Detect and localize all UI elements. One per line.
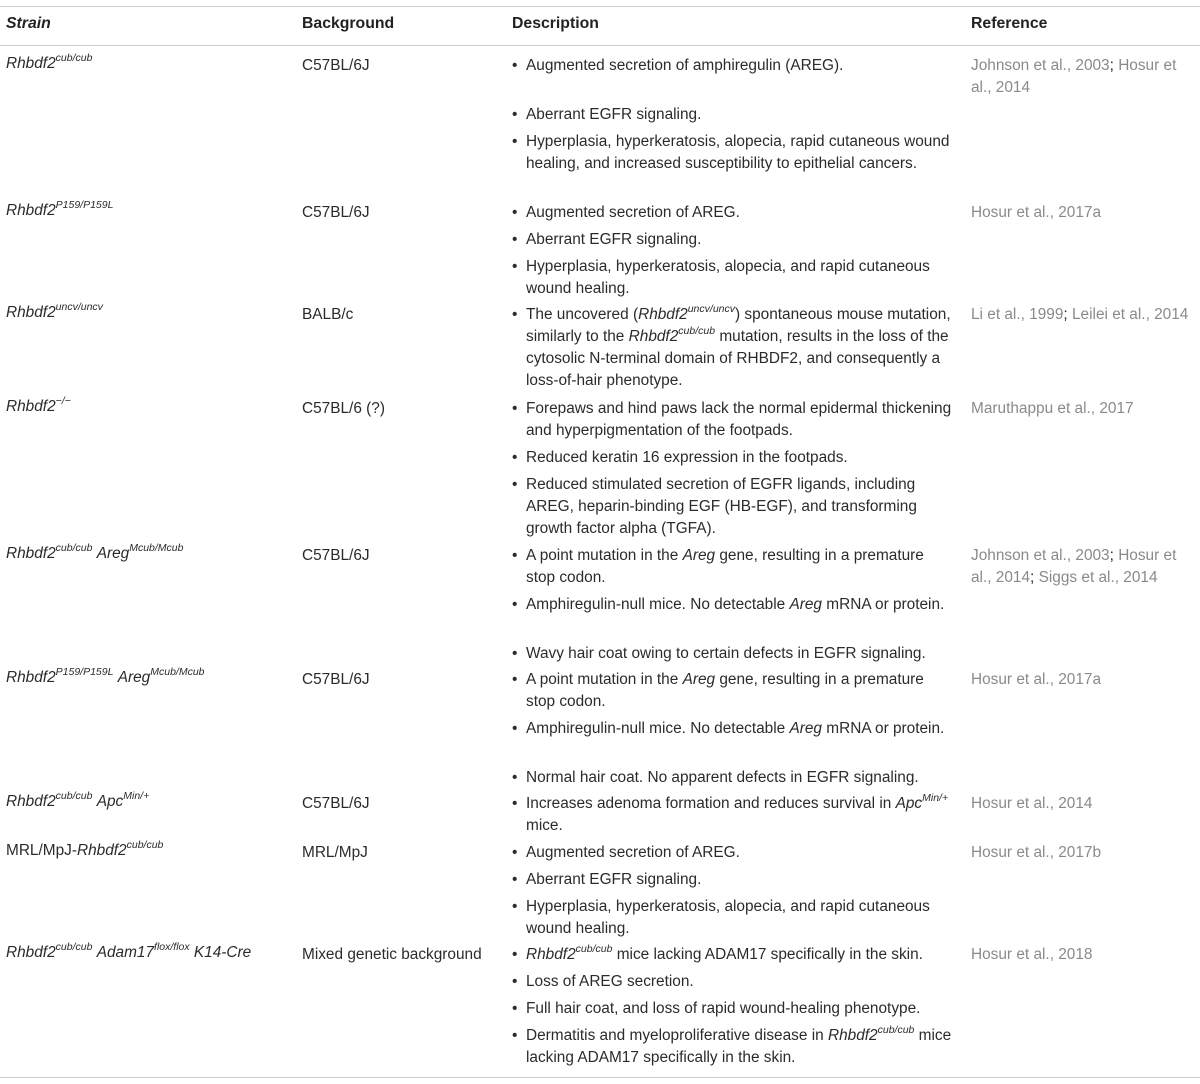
background-cell: C57BL/6J [302, 57, 370, 74]
description-bullet: • Loss of AREG secretion. [512, 973, 694, 990]
header-reference: Reference [971, 15, 1048, 32]
reference-link[interactable]: Maruthappu et al., 2017 [971, 400, 1134, 417]
description-bullet: • $Rhbdf2^{cub/cub}$ mice lacking ADAM17 specifically in the skin. [512, 942, 923, 963]
background-cell: BALB/c [302, 306, 354, 323]
background-cell: Mixed genetic background [302, 946, 482, 963]
strain-cell: $Rhbdf2^{P159/P159L}$ [6, 198, 114, 219]
strain-cell: $Rhbdf2^{cub/cub}$ Areg$^{Mcub/Mcub}$ [6, 541, 184, 562]
reference-cell: Johnson et al., 2003; Hosur et al., 2014; Siggs et al., 2014 [971, 547, 1177, 586]
description-bullet: • Reduced keratin 16 expression in the footpads. [512, 449, 848, 466]
reference-link[interactable]: Hosur et al., 2018 [971, 946, 1093, 963]
description-bullet: • Forepaws and hind paws lack the normal epidermal thickening and hyperpigmentation of the footpads. [512, 400, 952, 439]
description-bullet: • Amphiregulin-null mice. No detectable Areg mRNA or protein. [512, 596, 945, 613]
description-bullet: • Reduced stimulated secretion of EGFR ligands, including AREG, heparin-binding EGF (HB-EGF), and transforming growth factor alpha (TGFA). [512, 476, 917, 537]
description-bullet: • Augmented secretion of AREG. [512, 844, 740, 861]
reference-link[interactable]: Johnson et al., 2003 [971, 547, 1110, 564]
description-bullet: • Aberrant EGFR signaling. [512, 231, 702, 248]
strain-cell: $Rhbdf2^{P159/P159L}$ Areg$^{Mcub/Mcub}$ [6, 665, 205, 686]
description-bullet: • Hyperplasia, hyperkeratosis, alopecia, and rapid cutaneous wound healing. [512, 258, 930, 297]
description-bullet: • Hyperplasia, hyperkeratosis, alopecia, and rapid cutaneous wound healing. [512, 898, 930, 937]
reference-link[interactable]: Siggs et al., 2014 [1038, 569, 1158, 586]
description-bullet: • Increases adenoma formation and reduces survival in Apc$^{Min/+}$ mice. [512, 791, 949, 834]
strain-cell: $Rhbdf2^{cub/cub}$ Apc$^{Min/+}$ [6, 789, 150, 810]
description-bullet: • Augmented secretion of amphiregulin (AREG). [512, 57, 844, 74]
description-bullet: • Aberrant EGFR signaling. [512, 871, 702, 888]
header-strain: Strain [6, 15, 51, 32]
reference-cell [971, 944, 1195, 966]
background-cell: C57BL/6J [302, 204, 370, 221]
description-bullet: • A point mutation in the Areg gene, resulting in a premature stop codon. [512, 547, 924, 586]
description-bullet: • Wavy hair coat owing to certain defects in EGFR signaling. [512, 645, 926, 662]
reference-link[interactable]: Li et al., 1999 [971, 306, 1064, 323]
reference-link[interactable]: Hosur et al., 2014 [971, 795, 1093, 812]
strain-cell: $Rhbdf2^{cub/cub}$ $Adam17^{flox/flox}$ K14-Cre [6, 940, 252, 961]
reference-link[interactable]: Hosur et al., 2017b [971, 844, 1102, 861]
reference-cell [971, 842, 1195, 864]
background-cell: C57BL/6J [302, 671, 370, 688]
reference-link[interactable]: Hosur et al., 2017a [971, 204, 1102, 221]
description-bullet: • Aberrant EGFR signaling. [512, 106, 702, 123]
table-top-rule [0, 6, 1200, 7]
strain-cell: Rhbdf2−/− [6, 394, 71, 415]
description-bullet: • Amphiregulin-null mice. No detectable Areg mRNA or protein. [512, 720, 945, 737]
header-background: Background [302, 15, 395, 32]
reference-cell: Li et al., 1999; Leilei et al., 2014 [971, 306, 1189, 323]
strain-cell: $Rhbdf2^{uncv/uncv}$ [6, 300, 103, 321]
reference-link[interactable]: Hosur et al., 2014 [971, 547, 1177, 586]
description-bullet: • Full hair coat, and loss of rapid wound-healing phenotype. [512, 1000, 921, 1017]
reference-cell [971, 669, 1195, 691]
reference-cell [971, 793, 1195, 815]
background-cell: C57BL/6J [302, 547, 370, 564]
strain-cell: MRL/$MpJ-Rhbdf2^{cub/cub}$ [6, 838, 164, 859]
reference-link[interactable]: Hosur et al., 2014 [971, 57, 1177, 96]
reference-cell [971, 202, 1195, 224]
reference-cell: Johnson et al., 2003; Hosur et al., 2014 [971, 57, 1177, 96]
description-bullet: • Hyperplasia, hyperkeratosis, alopecia, rapid cutaneous wound healing, and increased susceptibility to epithelial cancers. [512, 133, 950, 172]
reference-cell [971, 398, 1195, 420]
background-cell: C57BL/6J [302, 795, 370, 812]
description-bullet: • A point mutation in the Areg gene, resulting in a premature stop codon. [512, 671, 924, 710]
reference-link[interactable]: Johnson et al., 2003 [971, 57, 1110, 74]
description-bullet: • Dermatitis and myeloproliferative disease in $Rhbdf2^{cub/cub}$ mice lacking ADAM17 specifically in the skin. [512, 1023, 952, 1066]
background-cell: MRL/MpJ [302, 844, 368, 861]
table-bottom-rule [0, 1077, 1200, 1078]
background-cell: C57BL/6 (?) [302, 400, 385, 417]
header-description: Description [512, 15, 599, 32]
header-rule [0, 45, 1200, 46]
reference-link[interactable]: Hosur et al., 2017a [971, 671, 1102, 688]
reference-link[interactable]: Leilei et al., 2014 [1071, 306, 1189, 323]
description-bullet: • The uncovered $(Rhbdf2^{uncv/uncv})$ spontaneous mouse mutation, similarly to the $Rhbdf2^{cub/cub}$ mutation, results in the loss of the cytosolic N-terminal domain of RHBDF2, and consequently a loss-of-hair phenotype. [512, 302, 951, 389]
strain-cell: $Rhbdf2^{cub/cub}$ [6, 51, 93, 72]
description-bullet: • Normal hair coat. No apparent defects in EGFR signaling. [512, 769, 919, 786]
description-bullet: • Augmented secretion of AREG. [512, 204, 740, 221]
